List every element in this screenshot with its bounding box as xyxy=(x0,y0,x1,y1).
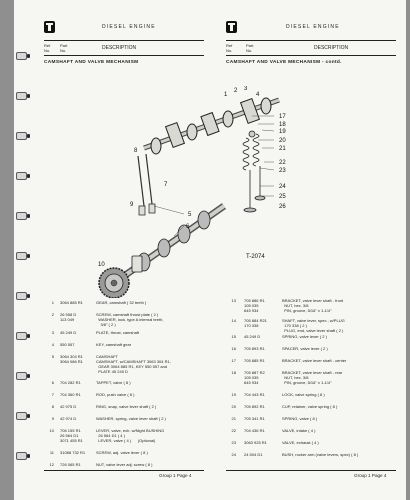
binding-ring xyxy=(16,212,27,220)
part-number: 704 282 R1 xyxy=(60,380,81,385)
part-description: LEVER, valve, exh. w/Night BUSHING 26 564 D1 ( 4 ) LEVER, valve ( 4 ) (Optional) xyxy=(96,428,165,443)
binding-ring xyxy=(16,292,27,300)
rocker-shaft xyxy=(144,98,279,154)
ref-number: 16 xyxy=(231,346,236,351)
part-number: 704 443 R1 xyxy=(244,392,265,397)
header-rule xyxy=(44,40,204,41)
callout-number: 2 xyxy=(234,88,238,94)
ref-number: 4 xyxy=(51,342,54,347)
part-description: SCREW, adj. valve lever ( 8 ) xyxy=(96,450,148,455)
ref-number: 1 xyxy=(51,300,54,305)
part-description: KEY, camshaft gear xyxy=(96,342,132,347)
part-number: 705 887 R2 105 035 645 934 xyxy=(244,370,265,385)
callout-number: 1 xyxy=(224,92,228,98)
ref-no-label: Ref No. xyxy=(44,43,51,53)
callout-number: 5 xyxy=(188,212,192,218)
part-number: 45 249 D xyxy=(60,330,77,335)
part-description: CUP, retainer, valve spring ( 8 ) xyxy=(282,404,338,409)
binding-ring xyxy=(16,332,27,340)
binding-ring xyxy=(16,452,27,460)
ref-number: 21 xyxy=(231,416,236,421)
part-number: 45 249 D xyxy=(244,334,261,339)
ref-number: 24 xyxy=(231,452,236,457)
ref-number: 13 xyxy=(231,298,236,303)
binding-ring xyxy=(16,252,27,260)
part-number: 26 558 D 113 049 xyxy=(60,312,77,322)
callout-number: 26 xyxy=(279,204,286,210)
part-description: GEAR, camshaft ( 32 teeth ) xyxy=(96,300,147,305)
ref-number: 11 xyxy=(49,450,54,455)
ref-number: 14 xyxy=(231,318,236,323)
part-number: 42 975 D xyxy=(60,404,77,409)
part-no-label: Part No. xyxy=(246,43,254,53)
binding-ring xyxy=(16,132,27,140)
part-description: WASHER, spring, valve lever shaft ( 2 ) xyxy=(96,416,166,421)
part-number: 550 557 xyxy=(60,342,75,347)
binding-ring xyxy=(16,92,27,100)
header-rule xyxy=(226,40,396,41)
callout-number: 23 xyxy=(279,168,286,174)
part-description: RING, snap, valve lever shaft ( 2 ) xyxy=(96,404,157,409)
right-parts-list xyxy=(226,298,404,472)
binding-ring xyxy=(16,52,27,60)
callout-number: 21 xyxy=(279,146,286,152)
part-description: SPRING, valve lever ( 2 ) xyxy=(282,334,327,339)
manual-page xyxy=(14,0,406,500)
ref-no-label: Ref No. xyxy=(226,43,233,53)
part-description: SHAFT, valve lever, spec., w/PLUG 170 338 ( 2 ) PLUG, end, valve lever shaft ( 2 ) xyxy=(282,318,345,333)
callout-number: 10 xyxy=(98,262,105,268)
part-description: BRACKET, valve lever shaft - front NUT, hex. 3/8 PIN, groove, 5/16" x 1-1/4" xyxy=(282,298,344,313)
ref-number: 20 xyxy=(231,404,236,409)
ref-number: 8 xyxy=(51,404,54,409)
part-description: ROD, push valve ( 8 ) xyxy=(96,392,135,397)
ref-number: 23 xyxy=(231,440,236,445)
ref-number: 19 xyxy=(231,392,236,397)
part-description: BUSH, rocker arm (valve levers, spec) ( 8 ) xyxy=(282,452,359,457)
part-number: 706 155 R1 26 564 D1 3071 455 R1 xyxy=(60,428,83,443)
valve-assembly xyxy=(243,131,265,212)
callout-number: 8 xyxy=(134,148,138,154)
callout-number: 24 xyxy=(279,184,286,190)
part-description: SCREW, camshaft thrust plate ( 2 ) WASHER, lock, type A internal teeth, 3/8" ( 2 ) xyxy=(96,312,164,327)
part-number: 705 892 R1 xyxy=(244,404,265,409)
left-page-footer: Group 1 Page 4 xyxy=(159,473,192,478)
callout-number: 17 xyxy=(279,114,286,120)
description-label: DESCRIPTION xyxy=(102,45,137,51)
exploded-parts-diagram xyxy=(74,86,334,298)
ref-number: 18 xyxy=(231,370,236,375)
part-number: 704 360 R1 xyxy=(60,392,81,397)
header-rule xyxy=(44,55,204,56)
ih-logo-icon xyxy=(44,21,55,33)
camshaft-gear xyxy=(99,268,129,298)
part-number: 3064 885 R1 xyxy=(60,300,83,305)
callout-number: 7 xyxy=(164,182,168,188)
left-header-title: DIESEL ENGINE xyxy=(102,24,156,30)
footer-rule xyxy=(44,470,204,471)
ih-logo-icon xyxy=(226,21,237,33)
push-rods xyxy=(138,154,155,215)
callout-labels xyxy=(98,86,286,268)
ref-number: 7 xyxy=(51,392,54,397)
section-title: CAMSHAFT AND VALVE MECHANISM xyxy=(44,60,139,65)
description-label: DESCRIPTION xyxy=(314,45,349,51)
part-description: VALVE, intake ( 4 ) xyxy=(282,428,316,433)
part-number: 726 065 R1 xyxy=(60,462,81,467)
part-description: PLATE, thrust, camshaft xyxy=(96,330,140,335)
ref-number: 2 xyxy=(51,312,54,317)
callout-number: 6 xyxy=(186,224,190,230)
part-number: 3063 925 R1 xyxy=(244,440,267,445)
part-description: VALVE, exhaust ( 4 ) xyxy=(282,440,319,445)
callout-number: 22 xyxy=(279,160,286,166)
part-number: 704 436 R1 xyxy=(244,428,265,433)
binding-ring xyxy=(16,372,27,380)
part-description: NUT, valve lever adj. screw ( 8 ) xyxy=(96,462,153,467)
ref-number: 15 xyxy=(231,334,236,339)
callout-number: 18 xyxy=(279,122,286,128)
ref-number: 12 xyxy=(49,462,54,467)
left-parts-list xyxy=(44,300,209,472)
ref-number: 5 xyxy=(51,354,54,359)
binding-ring xyxy=(16,412,27,420)
callout-number: 3 xyxy=(244,86,248,92)
ref-number: 3 xyxy=(51,330,54,335)
ref-number: 10 xyxy=(49,428,54,433)
part-number: 705 893 R1 xyxy=(244,346,265,351)
part-description: CAMSHAFT CAMSHAFT, w/CAMSHAFT 3063 304 R1, GEAR 3064 885 R1, KEY 550 557 and PLATE 45 249 D xyxy=(96,354,171,374)
section-title: CAMSHAFT AND VALVE MECHANISM - contd. xyxy=(226,60,342,65)
ref-number: 22 xyxy=(231,428,236,433)
ref-number: 17 xyxy=(231,358,236,363)
right-header-title: DIESEL ENGINE xyxy=(286,24,340,30)
part-number: 3064 304 R1 3064 086 R1 xyxy=(60,354,83,364)
callout-number: 9 xyxy=(130,202,134,208)
part-no-label: Part No. xyxy=(60,43,68,53)
part-number: 705 341 R1 xyxy=(244,416,265,421)
footer-rule xyxy=(226,470,396,471)
part-description: BRACKET, valve lever shaft - center xyxy=(282,358,347,363)
header-rule xyxy=(226,55,396,56)
part-description: SPACER, valve lever ( 2 ) xyxy=(282,346,328,351)
part-description: TAPPET, valve ( 8 ) xyxy=(96,380,131,385)
part-number: 31088 732 R1 xyxy=(60,450,86,455)
part-number: 705 884 R21 170 338 xyxy=(244,318,267,328)
part-number: 42 974 D xyxy=(60,416,77,421)
ref-number: 6 xyxy=(51,380,54,385)
part-number: 24 504 D1 xyxy=(244,452,263,457)
thrust-plate xyxy=(132,256,142,272)
part-description: SPRING, valve ( 8 ) xyxy=(282,416,318,421)
right-page-footer: Group 1 Page 4 xyxy=(354,473,387,478)
callout-number: 4 xyxy=(256,92,260,98)
callout-number: 19 xyxy=(279,129,286,135)
diagram-code: T-2074 xyxy=(246,254,265,260)
ref-number: 9 xyxy=(51,416,54,421)
binding-ring xyxy=(16,172,27,180)
part-description: BRACKET, valve lever shaft - rear NUT, hex. 3/8 PIN, groove, 5/16" x 1-1/4" xyxy=(282,370,343,385)
part-number: 705 886 R1 105 035 645 934 xyxy=(244,298,265,313)
callout-number: 25 xyxy=(279,194,286,200)
part-description: LOCK, valve spring ( 8 ) xyxy=(282,392,325,397)
part-number: 705 885 R1 xyxy=(244,358,265,363)
callout-number: 20 xyxy=(279,138,286,144)
